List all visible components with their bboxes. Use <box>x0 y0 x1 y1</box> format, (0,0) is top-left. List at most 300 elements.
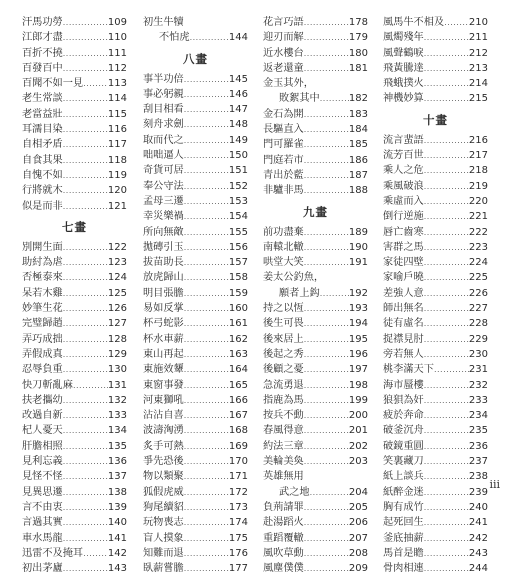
idiom-text: 風燭殘年 <box>383 32 424 44</box>
page-ref: 132 <box>107 394 127 406</box>
dot-leader <box>83 76 108 91</box>
index-entry[interactable] <box>263 316 368 331</box>
idiom-text: 狼狽為奸 <box>383 394 424 406</box>
index-entry[interactable] <box>143 393 248 408</box>
index-entry[interactable] <box>22 500 127 515</box>
dot-leader <box>304 546 349 561</box>
index-entry[interactable] <box>22 199 127 214</box>
idiom-text: 事必躬親 <box>143 88 184 100</box>
index-entry[interactable] <box>383 347 488 362</box>
dot-leader <box>424 46 469 61</box>
dot-leader <box>424 408 469 423</box>
index-entry[interactable] <box>143 362 248 377</box>
dot-leader <box>424 485 469 500</box>
idiom-text: 馬首是瞻 <box>383 547 424 559</box>
page-ref: 200 <box>348 410 368 422</box>
index-entry[interactable] <box>383 163 488 178</box>
index-entry[interactable] <box>263 378 368 393</box>
dot-leader <box>304 153 349 168</box>
index-entry[interactable] <box>263 91 368 106</box>
idiom-text: 赴湯蹈火 <box>263 517 304 529</box>
page-ref: 192 <box>348 287 368 299</box>
idiom-text: 完璧歸趙 <box>22 318 63 330</box>
dot-leader <box>63 46 108 61</box>
index-entry[interactable] <box>383 515 488 530</box>
page-ref: 218 <box>468 165 488 177</box>
index-entry[interactable] <box>263 240 368 255</box>
page-ref: 154 <box>228 211 248 223</box>
dot-leader <box>424 240 469 255</box>
index-entry[interactable] <box>263 454 368 469</box>
idiom-text: 耳濡目染 <box>22 124 63 136</box>
index-entry[interactable] <box>22 561 127 576</box>
dot-leader <box>73 378 108 393</box>
idiom-text: 老生常談 <box>22 93 63 105</box>
index-entry[interactable] <box>263 15 368 30</box>
idiom-text: 風吹草動 <box>263 547 304 559</box>
dot-leader <box>424 515 469 530</box>
index-entry[interactable] <box>263 286 368 301</box>
index-entry[interactable] <box>143 30 248 45</box>
dot-leader <box>320 91 349 106</box>
page-ref: 181 <box>348 62 368 74</box>
index-entry[interactable] <box>143 316 248 331</box>
index-entry[interactable] <box>383 454 488 469</box>
page-ref: 172 <box>228 486 248 498</box>
idiom-text: 捉襟見肘 <box>383 333 424 345</box>
index-entry[interactable] <box>383 148 488 163</box>
dot-leader <box>63 122 108 137</box>
idiom-text: 迎刃而解 <box>263 32 304 44</box>
index-entry[interactable] <box>143 485 248 500</box>
index-entry[interactable] <box>143 454 248 469</box>
dot-leader <box>184 423 229 438</box>
page-ref: 237 <box>468 456 488 468</box>
page-ref: 204 <box>348 486 368 498</box>
index-entry[interactable] <box>383 423 488 438</box>
dot-leader <box>184 133 229 148</box>
page-ref: 171 <box>228 471 248 483</box>
index-entry[interactable] <box>383 76 488 91</box>
page-ref: 164 <box>228 364 248 376</box>
dot-leader <box>424 378 469 393</box>
index-entry[interactable] <box>143 378 248 393</box>
index-entry[interactable] <box>22 183 127 198</box>
idiom-text: 車水馬龍 <box>22 532 63 544</box>
page-ref: 175 <box>228 532 248 544</box>
index-entry[interactable] <box>383 531 488 546</box>
index-entry[interactable] <box>143 117 248 132</box>
dot-leader <box>63 270 108 285</box>
idiom-text: 汗馬功勞 <box>22 17 63 28</box>
index-entry[interactable] <box>22 153 127 168</box>
idiom-text: 後生可畏 <box>263 318 304 330</box>
idiom-text: 拔苗助長 <box>143 257 184 269</box>
dot-leader <box>184 454 229 469</box>
index-entry[interactable] <box>22 270 127 285</box>
page-ref: 174 <box>228 517 248 529</box>
index-entry[interactable] <box>143 347 248 362</box>
idiom-text: 風塵僕僕 <box>263 563 304 575</box>
dot-leader <box>63 561 108 576</box>
index-entry[interactable] <box>22 286 127 301</box>
index-entry[interactable] <box>22 46 127 61</box>
index-entry[interactable] <box>143 439 248 454</box>
index-entry[interactable] <box>143 194 248 209</box>
index-entry[interactable] <box>143 469 248 484</box>
index-entry[interactable] <box>143 286 248 301</box>
idiom-text: 前功盡棄 <box>263 226 304 238</box>
page-ref: 135 <box>107 440 127 452</box>
dot-leader <box>424 194 469 209</box>
page-ref: 226 <box>468 287 488 299</box>
index-entry[interactable] <box>22 531 127 546</box>
page-ref: 219 <box>468 180 488 192</box>
index-entry[interactable] <box>22 408 127 423</box>
dot-leader <box>184 515 229 530</box>
page-ref: 238 <box>468 471 488 483</box>
index-entry[interactable] <box>263 168 368 183</box>
page-ref: 205 <box>348 501 368 513</box>
index-entry[interactable] <box>143 102 248 117</box>
dot-leader <box>304 423 349 438</box>
index-entry[interactable] <box>383 301 488 316</box>
idiom-text: 扶老攜幼 <box>22 394 63 406</box>
idiom-text: 流言蜚語 <box>383 134 424 146</box>
dot-leader <box>63 183 108 198</box>
index-entry[interactable] <box>22 423 127 438</box>
index-entry[interactable] <box>22 107 127 122</box>
index-entry[interactable] <box>383 439 488 454</box>
idiom-text: 門可羅雀 <box>263 139 304 151</box>
index-entry[interactable] <box>22 255 127 270</box>
idiom-text: 行將就木 <box>22 185 63 197</box>
index-entry[interactable] <box>22 168 127 183</box>
idiom-text: 哄堂大笑 <box>263 257 304 269</box>
index-entry[interactable] <box>383 225 488 240</box>
idiom-text: 自相矛盾 <box>22 139 63 151</box>
page-ref: 234 <box>468 410 488 422</box>
page-ref: 190 <box>348 241 368 253</box>
index-entry[interactable] <box>383 91 488 106</box>
index-entry[interactable] <box>263 423 368 438</box>
index-entry[interactable] <box>263 531 368 546</box>
index-entry[interactable] <box>383 15 488 30</box>
page-ref: 222 <box>468 226 488 238</box>
idiom-text: 風馬牛不相及 <box>383 17 445 28</box>
index-entry[interactable] <box>383 332 488 347</box>
index-entry-first-line <box>263 76 368 91</box>
index-entry[interactable] <box>383 408 488 423</box>
index-entry[interactable] <box>143 255 248 270</box>
index-entry[interactable] <box>143 87 248 102</box>
index-entry[interactable] <box>383 194 488 209</box>
index-entry[interactable] <box>383 469 488 484</box>
page-ref: 159 <box>228 287 248 299</box>
index-entry[interactable] <box>263 153 368 168</box>
page-ref: 203 <box>348 456 368 468</box>
idiom-text: 南轅北轍 <box>263 241 304 253</box>
index-entry-first-line <box>263 469 368 484</box>
idiom-text: 快刀斬亂麻 <box>22 379 73 391</box>
page-ref: 113 <box>107 78 127 90</box>
index-entry[interactable] <box>383 286 488 301</box>
index-entry[interactable] <box>263 500 368 515</box>
index-entry[interactable] <box>143 163 248 178</box>
idiom-text: 妙筆生花 <box>22 303 63 315</box>
index-column-2 <box>143 15 248 576</box>
idiom-text: 後起之秀 <box>263 348 304 360</box>
index-entry[interactable] <box>263 107 368 122</box>
page-ref: 149 <box>228 134 248 146</box>
page-ref: 136 <box>107 456 127 468</box>
index-entry[interactable] <box>263 485 368 500</box>
idiom-text: 老當益壯 <box>22 108 63 120</box>
dot-leader <box>63 286 108 301</box>
dot-leader <box>424 286 469 301</box>
page-ref: 183 <box>348 108 368 120</box>
idiom-text: 刻舟求劍 <box>143 119 184 131</box>
index-entry[interactable] <box>22 15 127 30</box>
page-ref: 123 <box>107 257 127 269</box>
index-entry[interactable] <box>22 301 127 316</box>
index-entry[interactable] <box>383 316 488 331</box>
index-entry[interactable] <box>383 393 488 408</box>
index-entry[interactable] <box>383 133 488 148</box>
page-ref: 224 <box>468 257 488 269</box>
index-entry[interactable] <box>143 240 248 255</box>
page-ref: 109 <box>107 17 127 28</box>
index-entry[interactable] <box>143 561 248 576</box>
idiom-text: 杞人憂天 <box>22 425 63 437</box>
dot-leader <box>63 531 108 546</box>
index-entry[interactable] <box>263 362 368 377</box>
index-entry[interactable] <box>383 240 488 255</box>
page-ref: 187 <box>348 169 368 181</box>
index-entry[interactable] <box>143 133 248 148</box>
index-entry[interactable] <box>263 332 368 347</box>
index-entry[interactable] <box>143 546 248 561</box>
idiom-text: 敗絮其中 <box>279 93 320 105</box>
index-entry[interactable] <box>263 561 368 576</box>
index-entry[interactable] <box>263 439 368 454</box>
idiom-text: 家喻戶曉 <box>383 272 424 284</box>
index-entry[interactable] <box>263 546 368 561</box>
index-entry[interactable] <box>22 362 127 377</box>
index-entry[interactable] <box>143 408 248 423</box>
idiom-text: 言過其實 <box>22 517 63 529</box>
index-entry[interactable] <box>383 61 488 76</box>
idiom-text: 害群之馬 <box>383 241 424 253</box>
index-entry[interactable] <box>263 225 368 240</box>
index-entry[interactable] <box>383 255 488 270</box>
index-entry[interactable] <box>143 225 248 240</box>
index-entry-first-line <box>143 15 248 30</box>
index-entry[interactable] <box>22 61 127 76</box>
idiom-text: 非驢非馬 <box>263 185 304 197</box>
page-ref: 244 <box>468 563 488 575</box>
index-entry[interactable] <box>143 72 248 87</box>
index-entry[interactable] <box>143 500 248 515</box>
index-entry[interactable] <box>22 485 127 500</box>
idiom-text: 見怪不怪 <box>22 471 63 483</box>
dot-leader <box>63 393 108 408</box>
index-entry[interactable] <box>263 255 368 270</box>
index-entry[interactable] <box>263 183 368 198</box>
index-entry[interactable] <box>383 500 488 515</box>
page-ref: 182 <box>348 93 368 105</box>
dot-leader <box>304 362 349 377</box>
dot-leader <box>304 347 349 362</box>
index-column-1 <box>22 15 127 576</box>
page-ref: 207 <box>348 532 368 544</box>
index-entry[interactable] <box>383 362 488 377</box>
index-entry[interactable] <box>143 515 248 530</box>
index-entry[interactable] <box>263 515 368 530</box>
index-entry[interactable] <box>263 30 368 45</box>
index-entry[interactable] <box>383 485 488 500</box>
index-entry[interactable] <box>383 179 488 194</box>
idiom-text: 肝膽相照 <box>22 440 63 452</box>
index-entry[interactable] <box>22 469 127 484</box>
idiom-text: 後來居上 <box>263 333 304 345</box>
index-entry[interactable] <box>22 546 127 561</box>
index-entry[interactable] <box>22 122 127 137</box>
idiom-text: 飛蛾撲火 <box>383 78 424 90</box>
stroke-count-heading: 九畫 <box>303 204 328 219</box>
page-ref: 139 <box>107 501 127 513</box>
dot-leader <box>63 240 108 255</box>
page-ref: 126 <box>107 303 127 315</box>
dot-leader <box>184 225 229 240</box>
dot-leader <box>304 439 349 454</box>
dot-leader <box>184 179 229 194</box>
page-ref: 221 <box>468 211 488 223</box>
page-ref: 130 <box>107 364 127 376</box>
index-entry[interactable] <box>22 316 127 331</box>
index-entry[interactable] <box>22 91 127 106</box>
index-entry[interactable] <box>143 179 248 194</box>
idiom-text: 波濤洶湧 <box>143 425 184 437</box>
idiom-text: 英雄無用 <box>263 471 304 483</box>
index-entry[interactable] <box>22 332 127 347</box>
dot-leader <box>63 500 108 515</box>
index-entry[interactable] <box>22 347 127 362</box>
dot-leader <box>424 76 469 91</box>
index-entry[interactable] <box>263 46 368 61</box>
page-ref: 199 <box>348 394 368 406</box>
dot-leader <box>63 91 108 106</box>
page-ref: 214 <box>468 78 488 90</box>
dot-leader <box>424 61 469 76</box>
idiom-text: 春風得意 <box>263 425 304 437</box>
index-entry[interactable] <box>143 332 248 347</box>
page-ref: 197 <box>348 364 368 376</box>
page-ref: 125 <box>107 287 127 299</box>
index-entry[interactable] <box>22 240 127 255</box>
index-entry[interactable] <box>383 46 488 61</box>
page-ref: 179 <box>348 32 368 44</box>
idiom-text: 乘人之危 <box>383 165 424 177</box>
idiom-text: 忍辱負重 <box>22 364 63 376</box>
index-entry[interactable] <box>263 137 368 152</box>
dot-leader <box>424 454 469 469</box>
idiom-text: 海市蜃樓 <box>383 379 424 391</box>
index-entry[interactable] <box>383 546 488 561</box>
index-entry[interactable] <box>22 137 127 152</box>
idiom-text: 弄假成真 <box>22 348 63 360</box>
index-entry[interactable] <box>22 393 127 408</box>
index-entry[interactable] <box>263 408 368 423</box>
page-ref: 228 <box>468 318 488 330</box>
dot-leader <box>424 439 469 454</box>
idiom-text: 狐假虎威 <box>143 486 184 498</box>
page-ref: 198 <box>348 379 368 391</box>
idiom-text: 取而代之 <box>143 134 184 146</box>
index-entry[interactable] <box>383 378 488 393</box>
dot-leader <box>63 107 108 122</box>
index-entry[interactable] <box>383 209 488 224</box>
dot-leader <box>304 225 349 240</box>
index-entry[interactable] <box>383 561 488 576</box>
index-entry[interactable] <box>263 347 368 362</box>
index-entry[interactable] <box>383 30 488 45</box>
index-entry[interactable] <box>143 270 248 285</box>
page-ref: 151 <box>228 165 248 177</box>
page-ref: 232 <box>468 379 488 391</box>
page-ref: 193 <box>348 303 368 315</box>
page-ref: 225 <box>468 272 488 284</box>
dot-leader <box>184 332 229 347</box>
dot-leader <box>63 423 108 438</box>
idiom-text: 按兵不動 <box>263 410 304 422</box>
idiom-text: 言不由衷 <box>22 501 63 513</box>
index-entry[interactable] <box>263 393 368 408</box>
dot-leader <box>63 362 108 377</box>
index-entry[interactable] <box>22 454 127 469</box>
index-entry[interactable] <box>22 439 127 454</box>
index-entry[interactable] <box>263 61 368 76</box>
dot-leader <box>304 46 349 61</box>
page-ref: 169 <box>228 440 248 452</box>
index-entry[interactable] <box>22 378 127 393</box>
index-entry[interactable] <box>22 76 127 91</box>
page-ref: 131 <box>107 379 127 391</box>
index-entry[interactable] <box>22 30 127 45</box>
index-entry[interactable] <box>383 270 488 285</box>
index-entry[interactable] <box>22 515 127 530</box>
page-ref: 185 <box>348 139 368 151</box>
index-entry[interactable] <box>143 209 248 224</box>
page-ref: 208 <box>348 547 368 559</box>
page-ref: 163 <box>228 348 248 360</box>
index-entry[interactable] <box>143 148 248 163</box>
idiom-text: 急流勇退 <box>263 379 304 391</box>
dot-leader <box>304 168 349 183</box>
dot-leader <box>63 15 108 30</box>
index-entry[interactable] <box>143 531 248 546</box>
index-entry[interactable] <box>143 301 248 316</box>
dot-leader <box>304 15 349 30</box>
idiom-text: 見異思遷 <box>22 486 63 498</box>
dot-leader <box>424 393 469 408</box>
index-entry[interactable] <box>263 301 368 316</box>
dot-leader <box>184 148 229 163</box>
idiom-text: 紙醉金迷 <box>383 486 424 498</box>
index-entry[interactable] <box>143 423 248 438</box>
index-entry[interactable] <box>263 122 368 137</box>
idiom-text: 持之以恆 <box>263 303 304 315</box>
